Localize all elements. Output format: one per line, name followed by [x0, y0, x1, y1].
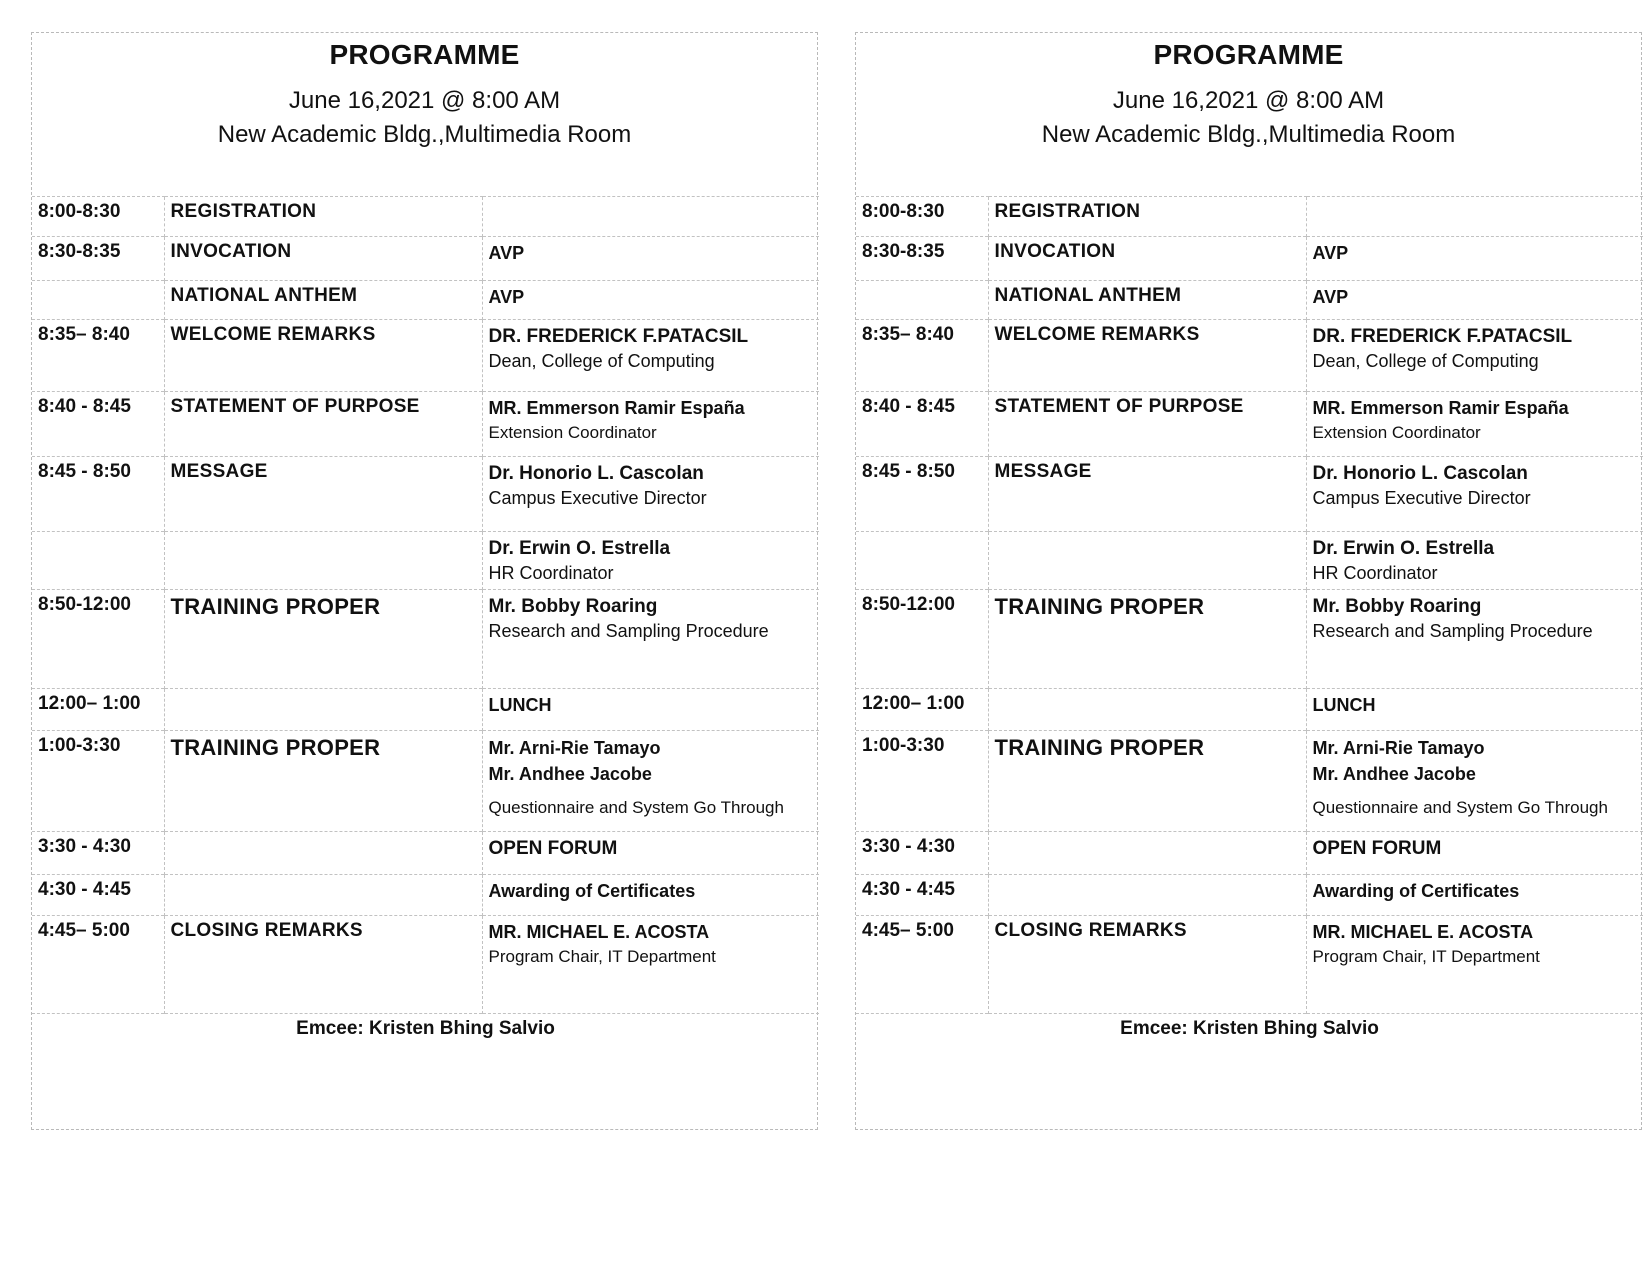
speaker-name: Mr. Arni-Rie Tamayo: [488, 738, 661, 758]
schedule-time: 3:30 - 4:30: [856, 832, 988, 875]
spacer: [1313, 787, 1638, 795]
schedule-row: [32, 320, 819, 392]
schedule-row: [32, 457, 819, 532]
schedule-activity: TRAINING PROPER: [164, 590, 482, 689]
programme-header: [32, 33, 817, 196]
schedule-activity: REGISTRATION: [988, 197, 1306, 237]
schedule-activity: TRAINING PROPER: [988, 590, 1306, 689]
programme-date: June 16,2021 @ 8:00 AM: [1112, 87, 1385, 114]
schedule-row: [856, 832, 1643, 875]
schedule-speaker-cell: [482, 916, 819, 1014]
schedule-activity: [164, 532, 482, 590]
schedule-speaker-cell: [482, 281, 819, 320]
schedule-speaker-cell: [482, 392, 819, 457]
schedule-activity: CLOSING REMARKS: [164, 916, 482, 1014]
spacer: [489, 787, 814, 795]
schedule-activity: MESSAGE: [988, 457, 1306, 532]
schedule-row: [856, 916, 1643, 1014]
schedule-activity: WELCOME REMARKS: [988, 320, 1306, 392]
schedule-time: 4:45– 5:00: [32, 916, 164, 1014]
schedule-row: [856, 281, 1643, 320]
schedule-time: 4:45– 5:00: [856, 916, 988, 1014]
schedule-time: 1:00-3:30: [32, 731, 164, 832]
schedule-row: [856, 457, 1643, 532]
speaker-role: HR Coordinator: [488, 563, 614, 583]
schedule-row: [32, 281, 819, 320]
schedule-table: [856, 196, 1643, 1089]
schedule-activity: WELCOME REMARKS: [164, 320, 482, 392]
speaker-role: Questionnaire and System Go Through: [488, 798, 784, 817]
schedule-speaker-cell: [1306, 392, 1643, 457]
speaker-role: Program Chair, IT Department: [488, 947, 716, 966]
schedule-activity: [164, 689, 482, 731]
speaker-role: Questionnaire and System Go Through: [1312, 798, 1608, 817]
schedule-time: [32, 281, 164, 320]
schedule-speaker-cell: [1306, 237, 1643, 281]
schedule-time: 8:45 - 8:50: [32, 457, 164, 532]
schedule-time: [856, 532, 988, 590]
schedule-speaker-cell: [482, 457, 819, 532]
speaker-role: Campus Executive Director: [488, 488, 707, 508]
programme-header: [856, 33, 1641, 196]
speaker-name: Mr. Andhee Jacobe: [1312, 764, 1476, 784]
speaker-role: Program Chair, IT Department: [1312, 947, 1540, 966]
emcee-row: [32, 1014, 819, 1089]
schedule-speaker-cell: [482, 532, 819, 590]
schedule-activity: STATEMENT OF PURPOSE: [988, 392, 1306, 457]
schedule-speaker-cell: [1306, 457, 1643, 532]
schedule-speaker-cell: [482, 832, 819, 875]
speaker-name: AVP: [488, 243, 525, 263]
schedule-row: [32, 532, 819, 590]
speaker-role: Research and Sampling Procedure: [488, 621, 769, 641]
schedule-time: 3:30 - 4:30: [32, 832, 164, 875]
speaker-name: Awarding of Certificates: [1312, 881, 1520, 901]
schedule-time: 8:50-12:00: [32, 590, 164, 689]
speaker-name: OPEN FORUM: [488, 838, 618, 859]
schedule-row: [856, 590, 1643, 689]
schedule-speaker-cell: [482, 875, 819, 916]
schedule-row: [856, 237, 1643, 281]
schedule-row: [32, 689, 819, 731]
schedule-row: [32, 590, 819, 689]
schedule-row: [32, 832, 819, 875]
schedule-row: [856, 320, 1643, 392]
schedule-time: 8:30-8:35: [856, 237, 988, 281]
speaker-name: AVP: [1312, 287, 1349, 307]
emcee-text: Emcee: Kristen Bhing Salvio: [32, 1014, 819, 1089]
emcee-row: [856, 1014, 1643, 1089]
programme-title: PROGRAMME: [1153, 39, 1344, 70]
speaker-name: AVP: [1312, 243, 1349, 263]
schedule-time: 12:00– 1:00: [856, 689, 988, 731]
schedule-time: 8:35– 8:40: [32, 320, 164, 392]
schedule-row: [32, 875, 819, 916]
programme-card-right: [855, 32, 1642, 1130]
speaker-name: LUNCH: [1312, 695, 1376, 715]
schedule-time: 8:35– 8:40: [856, 320, 988, 392]
schedule-activity: INVOCATION: [164, 237, 482, 281]
programme-venue: New Academic Bldg.,Multimedia Room: [217, 121, 632, 148]
schedule-activity: NATIONAL ANTHEM: [164, 281, 482, 320]
schedule-speaker-cell: [482, 237, 819, 281]
schedule-row: [32, 237, 819, 281]
schedule-time: 8:00-8:30: [856, 197, 988, 237]
schedule-activity: [988, 689, 1306, 731]
schedule-activity: NATIONAL ANTHEM: [988, 281, 1306, 320]
schedule-time: [856, 281, 988, 320]
schedule-row: [856, 875, 1643, 916]
schedule-row: [856, 392, 1643, 457]
speaker-name: Dr. Honorio L. Cascolan: [1312, 463, 1528, 484]
schedule-speaker-cell: [1306, 916, 1643, 1014]
schedule-activity: [164, 875, 482, 916]
schedule-activity: TRAINING PROPER: [988, 731, 1306, 832]
schedule-speaker-cell: [1306, 832, 1643, 875]
schedule-time: 8:30-8:35: [32, 237, 164, 281]
schedule-row: [32, 392, 819, 457]
schedule-activity: MESSAGE: [164, 457, 482, 532]
schedule-speaker-cell: [1306, 320, 1643, 392]
speaker-role: Dean, College of Computing: [1312, 351, 1539, 371]
schedule-activity: TRAINING PROPER: [164, 731, 482, 832]
speaker-name: OPEN FORUM: [1312, 838, 1442, 859]
schedule-row: [856, 731, 1643, 832]
schedule-time: 4:30 - 4:45: [856, 875, 988, 916]
speaker-role: Extension Coordinator: [1312, 423, 1481, 442]
speaker-role: Research and Sampling Procedure: [1312, 621, 1593, 641]
schedule-activity: [164, 832, 482, 875]
schedule-speaker-cell: [482, 689, 819, 731]
schedule-speaker-cell: [1306, 731, 1643, 832]
schedule-time: 8:50-12:00: [856, 590, 988, 689]
schedule-activity: [988, 875, 1306, 916]
speaker-name: Mr. Bobby Roaring: [1312, 596, 1482, 617]
schedule-speaker-cell: [482, 320, 819, 392]
speaker-name: Mr. Bobby Roaring: [488, 596, 658, 617]
schedule-time: 1:00-3:30: [856, 731, 988, 832]
speaker-name: Mr. Arni-Rie Tamayo: [1312, 738, 1485, 758]
schedule-speaker-cell: [1306, 281, 1643, 320]
speaker-role: HR Coordinator: [1312, 563, 1438, 583]
speaker-name: DR. FREDERICK F.PATACSIL: [488, 326, 749, 347]
programme-card-left: [31, 32, 818, 1130]
schedule-speaker-cell: [1306, 689, 1643, 731]
schedule-speaker-cell: [1306, 875, 1643, 916]
speaker-name: MR. Emmerson Ramir España: [1312, 398, 1569, 418]
schedule-speaker-cell: [482, 197, 819, 237]
speaker-name: Awarding of Certificates: [488, 881, 696, 901]
emcee-text: Emcee: Kristen Bhing Salvio: [856, 1014, 1643, 1089]
speaker-name: DR. FREDERICK F.PATACSIL: [1312, 326, 1573, 347]
speaker-name: LUNCH: [488, 695, 552, 715]
schedule-activity: CLOSING REMARKS: [988, 916, 1306, 1014]
speaker-name: Dr. Erwin O. Estrella: [1312, 538, 1495, 559]
schedule-time: 8:40 - 8:45: [856, 392, 988, 457]
speaker-role: Dean, College of Computing: [488, 351, 715, 371]
schedule-activity: INVOCATION: [988, 237, 1306, 281]
programme-title: PROGRAMME: [329, 39, 520, 70]
schedule-time: 8:40 - 8:45: [32, 392, 164, 457]
programme-venue: New Academic Bldg.,Multimedia Room: [1041, 121, 1456, 148]
schedule-speaker-cell: [1306, 590, 1643, 689]
schedule-time: 4:30 - 4:45: [32, 875, 164, 916]
schedule-row: [32, 197, 819, 237]
programme-date: June 16,2021 @ 8:00 AM: [288, 87, 561, 114]
speaker-role: Extension Coordinator: [488, 423, 657, 442]
schedule-time: 12:00– 1:00: [32, 689, 164, 731]
schedule-speaker-cell: [1306, 197, 1643, 237]
schedule-row: [856, 689, 1643, 731]
schedule-table: [32, 196, 819, 1089]
speaker-name: MR. MICHAEL E. ACOSTA: [488, 922, 710, 942]
schedule-row: [856, 532, 1643, 590]
speaker-name: AVP: [488, 287, 525, 307]
schedule-speaker-cell: [482, 590, 819, 689]
schedule-speaker-cell: [1306, 532, 1643, 590]
schedule-row: [32, 731, 819, 832]
schedule-time: [32, 532, 164, 590]
schedule-row: [856, 197, 1643, 237]
schedule-row: [32, 916, 819, 1014]
schedule-activity: [988, 532, 1306, 590]
schedule-time: 8:45 - 8:50: [856, 457, 988, 532]
speaker-name: MR. MICHAEL E. ACOSTA: [1312, 922, 1534, 942]
schedule-activity: REGISTRATION: [164, 197, 482, 237]
schedule-time: 8:00-8:30: [32, 197, 164, 237]
schedule-speaker-cell: [482, 731, 819, 832]
speaker-role: Campus Executive Director: [1312, 488, 1531, 508]
speaker-name: Dr. Honorio L. Cascolan: [488, 463, 704, 484]
speaker-name: Dr. Erwin O. Estrella: [488, 538, 671, 559]
speaker-name: MR. Emmerson Ramir España: [488, 398, 745, 418]
speaker-name: Mr. Andhee Jacobe: [488, 764, 652, 784]
schedule-activity: [988, 832, 1306, 875]
schedule-activity: STATEMENT OF PURPOSE: [164, 392, 482, 457]
